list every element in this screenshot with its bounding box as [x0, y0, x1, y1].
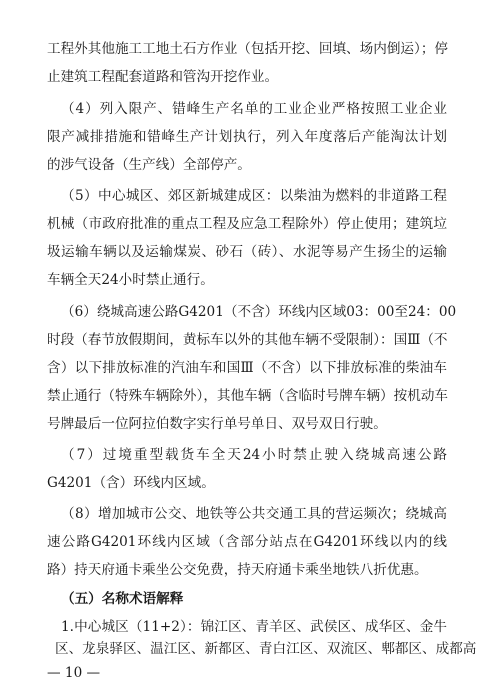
text-line-14: 号牌最后一位阿拉伯数字实行单号单日、双号双日行驶。	[47, 416, 387, 432]
text-line-7: 机械（市政府批准的重点工程及应急工程除外）停止使用；建筑垃	[47, 216, 447, 232]
text-line-12: 含）以下排放标准的汽油车和国Ⅲ（不含）以下排放标准的柴油车	[47, 360, 447, 376]
text-line-9: 车辆全天24小时禁止通行。	[47, 272, 214, 288]
text-line-17: （8）增加城市公交、地铁等公共交通工具的营运频次；绕城高	[61, 506, 447, 522]
text-line-10: （6）绕城高速公路G4201（不含）环线内区域03：00至24：00	[61, 304, 457, 320]
text-line-5: 的涉气设备（生产线）全部停产。	[47, 157, 251, 173]
text-line-1: 工程外其他施工工地土石方作业（包括开挖、回填、场内倒运）；停	[47, 41, 449, 57]
text-line-15: （7）过境重型载货车全天24小时禁止驶入绕城高速公路	[61, 447, 447, 463]
text-line-22: 区、龙泉驿区、温江区、新都区、青白江区、双流区、郫都区、成都高	[55, 641, 477, 657]
text-line-16: G4201（含）环线内区域。	[47, 475, 215, 491]
text-line-4: 限产减排措施和错峰生产计划执行，列入年度落后产能淘汰计划	[47, 129, 447, 145]
page-number: — 10 —	[47, 665, 101, 681]
text-line-19: 路）持天府通卡乘坐公交免费，持天府通卡乘坐地铁八折优惠。	[47, 562, 428, 578]
text-line-3: （4）列入限产、错峰生产名单的工业企业严格按照工业企业	[61, 101, 447, 117]
text-line-21: 1.中心城区（11+2）：锦江区、青羊区、武侯区、成华区、金牛	[61, 619, 447, 635]
section-heading: （五）名称术语解释	[61, 591, 184, 607]
text-line-8: 圾运输车辆以及运输煤炭、砂石（砖）、水泥等易产生扬尘的运输	[47, 244, 447, 260]
text-line-2: 止建筑工程配套道路和管沟开挖作业。	[47, 69, 279, 85]
text-line-13: 禁止通行（特殊车辆除外），其他车辆（含临时号牌车辆）按机动车	[47, 388, 449, 404]
text-line-6: （5）中心城区、郊区新城建成区：以柴油为燃料的非道路工程	[61, 188, 447, 204]
text-line-18: 速公路G4201环线内区域（含部分站点在G4201环线以内的线	[47, 534, 447, 550]
text-line-11: 时段（春节放假期间，黄标车以外的其他车辆不受限制）：国Ⅲ（不	[47, 332, 448, 348]
